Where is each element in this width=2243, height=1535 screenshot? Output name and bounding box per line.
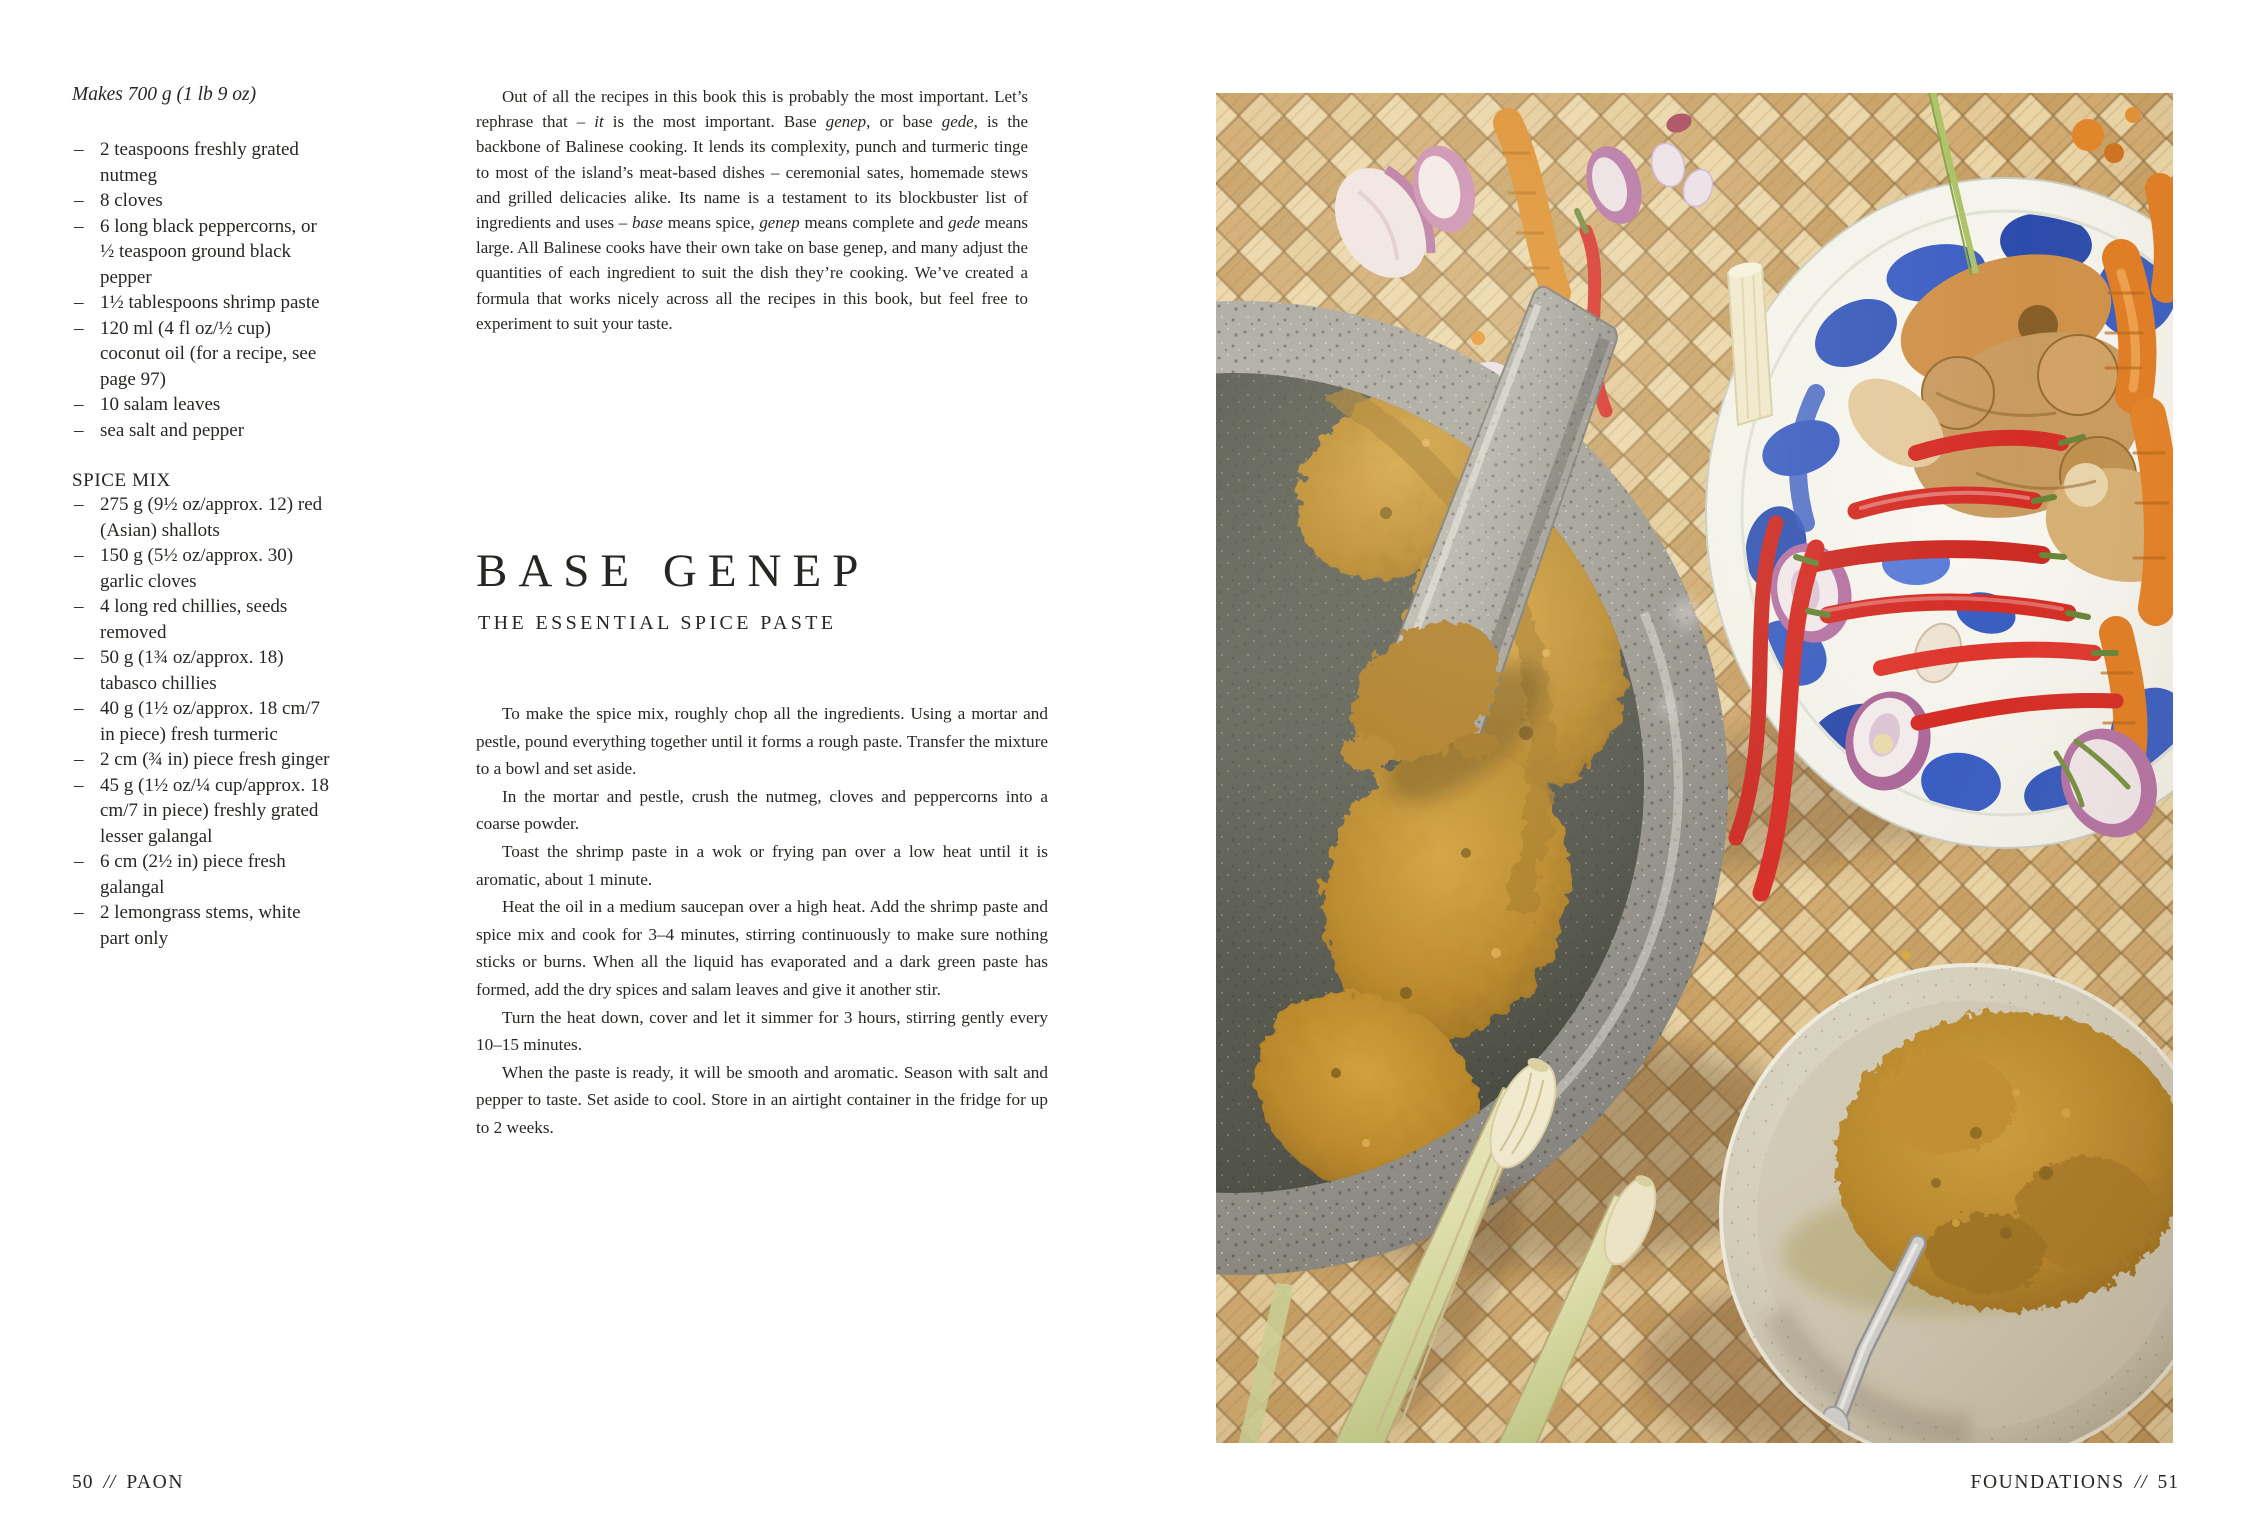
title-block	[476, 546, 869, 635]
ingredients-list	[72, 137, 334, 443]
photo-scene	[1216, 93, 2173, 1443]
spice-mix-item	[72, 849, 334, 900]
ingredient-item	[72, 137, 334, 188]
section-title: FOUNDATIONS	[1970, 1472, 2125, 1493]
dash-bullet: –	[74, 749, 84, 770]
ingredient-item	[72, 316, 334, 393]
spice-mix-item	[72, 696, 334, 747]
page-number-right: 51	[2157, 1472, 2179, 1493]
spice-mix-text: 40 g (1½ oz/approx. 18 cm/7 in piece) fresh turmeric	[100, 698, 321, 745]
book-title: PAON	[126, 1472, 185, 1493]
dash-bullet: –	[74, 292, 84, 313]
dash-bullet: –	[74, 774, 84, 796]
ingredients-column	[72, 82, 382, 951]
dash-bullet: –	[74, 394, 84, 415]
method-paragraph: Turn the heat down, cover and let it simmer for 3 hours, stirring gently every 10–15 minutes.	[476, 1007, 1048, 1055]
ingredient-text: 6 long black peppercorns, or ½ teaspoon ground black pepper	[100, 215, 317, 288]
spice-mix-text: 50 g (1¾ oz/approx. 18) tabasco chillies	[100, 647, 284, 694]
spice-mix-text: 2 cm (¾ in) piece fresh ginger	[100, 749, 330, 770]
dash-bullet: –	[74, 215, 84, 237]
spice-mix-text: 4 long red chillies, seeds removed	[100, 596, 288, 643]
spice-mix-text: 45 g (1½ oz/¼ cup/approx. 18 cm/7 in piece) freshly grated lesser galangal	[100, 774, 330, 847]
ingredient-item	[72, 290, 334, 316]
ingredient-text: 10 salam leaves	[100, 394, 221, 415]
footer-separator: //	[103, 1472, 117, 1493]
dash-bullet: –	[74, 139, 84, 160]
dash-bullet: –	[74, 851, 84, 872]
dash-bullet: –	[74, 596, 84, 617]
method-paragraph: Toast the shrimp paste in a wok or frying pan over a low heat until it is aromatic, about 1 minute.	[476, 841, 1048, 889]
ingredient-text: 120 ml (4 fl oz/½ cup) coconut oil (for a recipe, see page 97)	[100, 317, 317, 390]
ingredient-item	[72, 418, 334, 444]
dash-bullet: –	[74, 545, 84, 566]
spice-mix-item	[72, 747, 334, 773]
yield-note: Makes 700 g (1 lb 9 oz)	[72, 84, 257, 105]
dash-bullet: –	[74, 190, 84, 211]
method-paragraph: In the mortar and pestle, crush the nutmeg, cloves and peppercorns into a coarse powder.	[476, 786, 1048, 834]
ingredient-text: sea salt and pepper	[100, 419, 245, 441]
ingredient-text: 1½ tablespoons shrimp paste	[100, 292, 320, 313]
footer-left	[72, 1472, 184, 1494]
spice-mix-text: 150 g (5½ oz/approx. 30) garlic cloves	[100, 545, 294, 592]
dash-bullet: –	[74, 317, 84, 339]
dash-bullet: –	[74, 647, 84, 668]
recipe-title: BASE GENEP	[476, 545, 870, 597]
photo-vignette	[1216, 93, 2173, 1443]
ingredient-text: 8 cloves	[100, 190, 163, 211]
footer-right	[1971, 1472, 2179, 1494]
footer-separator: //	[2134, 1472, 2148, 1493]
spice-mix-item	[72, 900, 334, 951]
dash-bullet: –	[74, 902, 84, 923]
ingredient-text: 2 teaspoons freshly grated nutmeg	[100, 139, 299, 186]
spice-mix-text: 275 g (9½ oz/approx. 12) red (Asian) shallots	[100, 494, 323, 541]
spice-mix-header: SPICE MIX	[72, 470, 171, 491]
ingredient-item	[72, 214, 334, 291]
spice-mix-item	[72, 594, 334, 645]
dash-bullet: –	[74, 419, 84, 441]
method-paragraph: Heat the oil in a medium saucepan over a high heat. Add the shrimp paste and spice mix and cook for 3–4 minutes, stirring continuously to make sure nothing sticks or burns. When all the liquid has evaporated and a dark green paste has formed, add the dry spices and salam leaves and give it another stir.	[476, 897, 1048, 999]
spice-mix-list	[72, 492, 334, 951]
dash-bullet: –	[74, 494, 84, 515]
method-section	[476, 700, 1048, 1142]
recipe-subtitle: THE ESSENTIAL SPICE PASTE	[478, 611, 837, 634]
method-paragraph: To make the spice mix, roughly chop all the ingredients. Using a mortar and pestle, pound everything together until it forms a rough paste. Transfer the mixture to a bowl and set aside.	[476, 704, 1048, 779]
dash-bullet: –	[74, 698, 84, 719]
spice-mix-item	[72, 645, 334, 696]
ingredient-item	[72, 392, 334, 418]
spice-mix-text: 2 lemongrass stems, white part only	[100, 902, 301, 949]
spice-mix-item	[72, 543, 334, 594]
recipe-photo	[1216, 93, 2173, 1443]
intro-paragraph: Out of all the recipes in this book this is probably the most important. Let’s rephrase that – it is the most important. Base genep, or base gede, is the backbone of Balinese cooking. It lends its complexity, punch and turmeric tinge to most of the island’s meat-based dishes – ceremonial sates, homemade stews and grilled delicacies alike. Its name is a testament to its blockbuster list of ingredients and uses – base means spice, genep means complete and gede means large. All Balinese cooks have their own take on base genep, and many adjust the quantities of each ingredient to suit the dish they’re cooking. We’ve created a formula that works nicely across all the recipes in this book, but feel free to experiment to suit your taste.	[476, 87, 1028, 333]
ingredient-item	[72, 188, 334, 214]
page-number-left: 50	[72, 1472, 94, 1493]
spice-mix-text: 6 cm (2½ in) piece fresh galangal	[100, 851, 286, 898]
method-paragraph: When the paste is ready, it will be smooth and aromatic. Season with salt and pepper to taste. Set aside to cool. Store in an airtight container in the fridge for up to 2 weeks.	[476, 1062, 1048, 1137]
spice-mix-item	[72, 492, 334, 543]
spice-mix-item	[72, 773, 334, 850]
